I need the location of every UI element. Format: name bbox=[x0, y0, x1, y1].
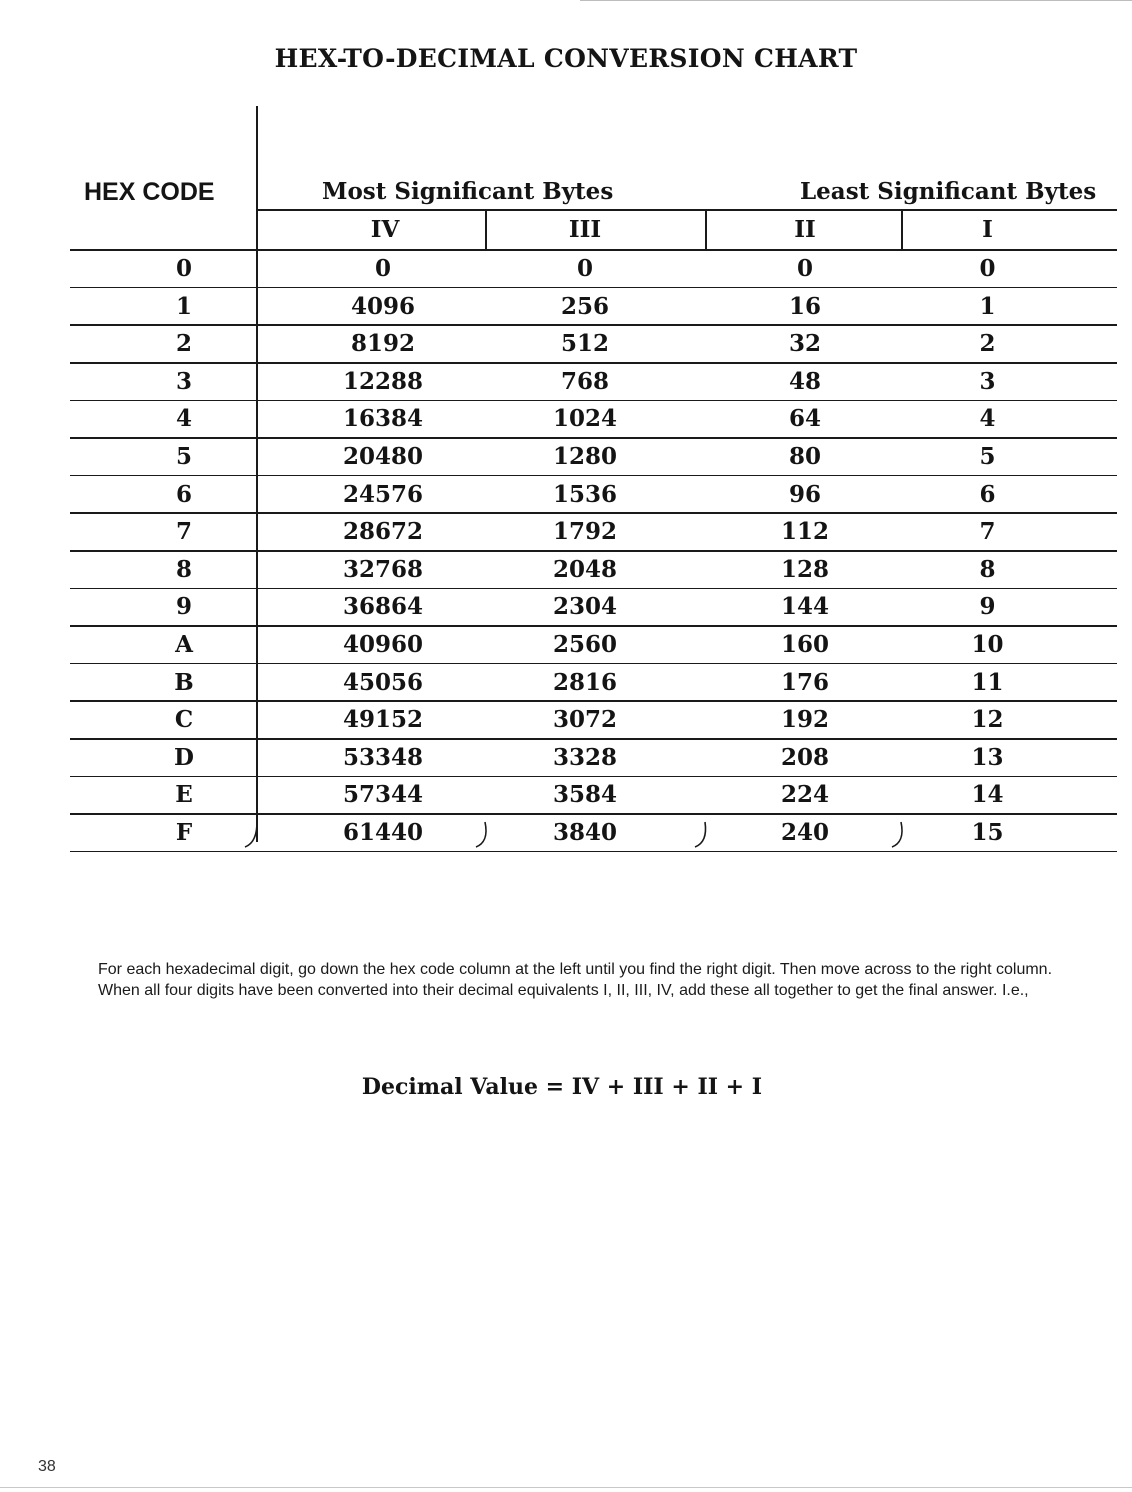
iv-value-cell: 4096 bbox=[350, 292, 415, 320]
iii-value-cell: 2304 bbox=[552, 593, 617, 621]
ii-value-cell: 32 bbox=[788, 330, 821, 358]
brace-mark-ii bbox=[693, 820, 713, 850]
iv-value-cell: 40960 bbox=[342, 631, 424, 658]
iv-value-cell: 0 bbox=[374, 255, 391, 282]
ii-value-cell: 80 bbox=[788, 443, 821, 470]
bottom-edge-rule bbox=[0, 1487, 1132, 1488]
hex-code-cell: 8 bbox=[175, 555, 192, 583]
table-row bbox=[70, 363, 1117, 401]
hex-code-cell: 9 bbox=[175, 593, 192, 621]
iv-value-cell: 20480 bbox=[342, 443, 424, 470]
i-value-cell: 9 bbox=[979, 593, 996, 621]
table-row bbox=[70, 588, 1117, 626]
table-row bbox=[70, 476, 1117, 514]
i-value-cell: 15 bbox=[971, 819, 1004, 846]
iii-value-cell: 1280 bbox=[552, 443, 617, 470]
hex-code-cell: D bbox=[174, 743, 194, 771]
table-row bbox=[70, 400, 1117, 438]
hex-code-cell: 3 bbox=[175, 367, 192, 395]
ii-value-cell: 48 bbox=[788, 367, 821, 395]
table-row bbox=[70, 701, 1117, 739]
page-number: 38 bbox=[38, 1458, 56, 1475]
ii-value-cell: 64 bbox=[788, 405, 821, 433]
i-value-cell: 11 bbox=[971, 668, 1004, 696]
iv-value-cell: 49152 bbox=[342, 706, 424, 734]
hex-code-cell: E bbox=[175, 781, 193, 809]
table-row bbox=[70, 250, 1117, 288]
iii-value-cell: 3328 bbox=[552, 743, 617, 771]
table-row bbox=[70, 513, 1117, 551]
table-row bbox=[70, 776, 1117, 814]
i-value-cell: 0 bbox=[979, 255, 996, 282]
iii-value-cell: 2560 bbox=[552, 631, 617, 658]
iii-value-cell: 256 bbox=[560, 292, 609, 320]
table-row bbox=[70, 551, 1117, 589]
table-row bbox=[70, 288, 1117, 326]
iii-value-cell: 2816 bbox=[552, 668, 617, 696]
table-row bbox=[70, 325, 1117, 363]
ii-value-cell: 128 bbox=[780, 555, 829, 583]
iii-value-cell: 0 bbox=[576, 255, 593, 282]
i-value-cell: 8 bbox=[979, 555, 996, 583]
i-value-cell: 2 bbox=[979, 330, 996, 358]
page-title: HEX-TO-DECIMAL CONVERSION CHART bbox=[274, 44, 858, 73]
hex-code-cell: A bbox=[175, 631, 193, 658]
iii-value-cell: 2048 bbox=[552, 555, 617, 583]
hex-code-cell: 6 bbox=[175, 480, 192, 508]
hex-code-cell: C bbox=[174, 706, 194, 734]
table-row bbox=[70, 814, 1117, 852]
i-value-cell: 12 bbox=[971, 706, 1004, 734]
iii-value-cell: 1536 bbox=[552, 480, 617, 508]
hex-code-cell: F bbox=[175, 819, 193, 846]
ii-value-cell: 176 bbox=[780, 668, 829, 696]
hex-code-cell: 4 bbox=[175, 405, 192, 433]
ii-value-cell: 192 bbox=[780, 706, 829, 734]
column-header-iii: III bbox=[568, 216, 602, 243]
ii-value-cell: 112 bbox=[780, 518, 829, 546]
ii-value-cell: 96 bbox=[788, 480, 821, 508]
ii-value-cell: 144 bbox=[780, 593, 829, 621]
iii-value-cell: 1024 bbox=[552, 405, 617, 433]
column-header-ii: II bbox=[794, 216, 816, 243]
most-significant-header: Most Significant Bytes bbox=[322, 178, 614, 205]
iii-column-divider bbox=[485, 210, 487, 250]
hex-code-cell: 5 bbox=[175, 443, 192, 470]
ii-value-cell: 224 bbox=[780, 781, 829, 809]
ii-value-cell: 160 bbox=[780, 631, 829, 658]
i-value-cell: 13 bbox=[971, 743, 1004, 771]
iii-value-cell: 512 bbox=[560, 330, 609, 358]
iv-value-cell: 36864 bbox=[342, 593, 424, 621]
brace-mark-iii bbox=[474, 820, 494, 850]
i-value-cell: 1 bbox=[979, 292, 996, 320]
decimal-value-formula: Decimal Value = IV + III + II + I bbox=[361, 1074, 763, 1100]
ii-value-cell: 16 bbox=[788, 292, 821, 320]
iv-value-cell: 16384 bbox=[342, 405, 424, 433]
iii-value-cell: 3072 bbox=[552, 706, 617, 734]
ii-value-cell: 0 bbox=[796, 255, 813, 282]
iv-value-cell: 32768 bbox=[342, 555, 424, 583]
table-row bbox=[70, 739, 1117, 777]
iv-value-cell: 53348 bbox=[342, 743, 424, 771]
brace-mark-iv bbox=[243, 820, 263, 850]
top-edge-rule bbox=[580, 0, 1132, 1]
iv-value-cell: 12288 bbox=[342, 367, 424, 395]
i-value-cell: 4 bbox=[979, 405, 996, 433]
hex-code-cell: 7 bbox=[175, 518, 192, 546]
i-value-cell: 7 bbox=[979, 518, 996, 546]
column-header-iv: IV bbox=[370, 216, 400, 243]
least-significant-header: Least Significant Bytes bbox=[800, 178, 1097, 205]
column-header-i: I bbox=[982, 216, 993, 243]
iii-value-cell: 768 bbox=[560, 367, 609, 395]
hex-code-cell: 1 bbox=[175, 292, 192, 320]
bytes-header-rule bbox=[256, 209, 1117, 211]
iv-value-cell: 57344 bbox=[342, 781, 424, 809]
iii-value-cell: 3584 bbox=[552, 781, 617, 809]
ii-column-divider bbox=[705, 210, 707, 250]
i-value-cell: 14 bbox=[971, 781, 1004, 809]
ii-value-cell: 208 bbox=[780, 743, 829, 771]
iv-value-cell: 24576 bbox=[342, 480, 424, 508]
instructions-paragraph: For each hexadecimal digit, go down the hex code column at the left until you find the right digit. Then move across to the right column. When all four digits have been converted into their decimal equivalents I, II, III, IV, add these all together to get the final answer. I.e., bbox=[98, 961, 1053, 999]
iv-value-cell: 45056 bbox=[342, 668, 424, 696]
ii-value-cell: 240 bbox=[780, 819, 829, 846]
brace-mark-i bbox=[890, 820, 910, 850]
hex-code-header: HEX CODE bbox=[84, 178, 215, 206]
table-row bbox=[70, 626, 1117, 664]
iv-value-cell: 28672 bbox=[342, 518, 424, 546]
table-row bbox=[70, 664, 1117, 702]
i-value-cell: 3 bbox=[979, 367, 996, 395]
hex-code-cell: 0 bbox=[175, 255, 192, 282]
hex-code-cell: 2 bbox=[175, 330, 192, 358]
iv-value-cell: 8192 bbox=[350, 330, 415, 358]
i-column-divider bbox=[901, 210, 903, 250]
iv-value-cell: 61440 bbox=[342, 819, 424, 846]
table-row bbox=[70, 438, 1117, 476]
iii-value-cell: 1792 bbox=[552, 518, 617, 546]
i-value-cell: 6 bbox=[979, 480, 996, 508]
i-value-cell: 5 bbox=[979, 443, 996, 470]
iii-value-cell: 3840 bbox=[552, 819, 617, 846]
i-value-cell: 10 bbox=[971, 631, 1004, 658]
hex-code-cell: B bbox=[174, 668, 194, 696]
